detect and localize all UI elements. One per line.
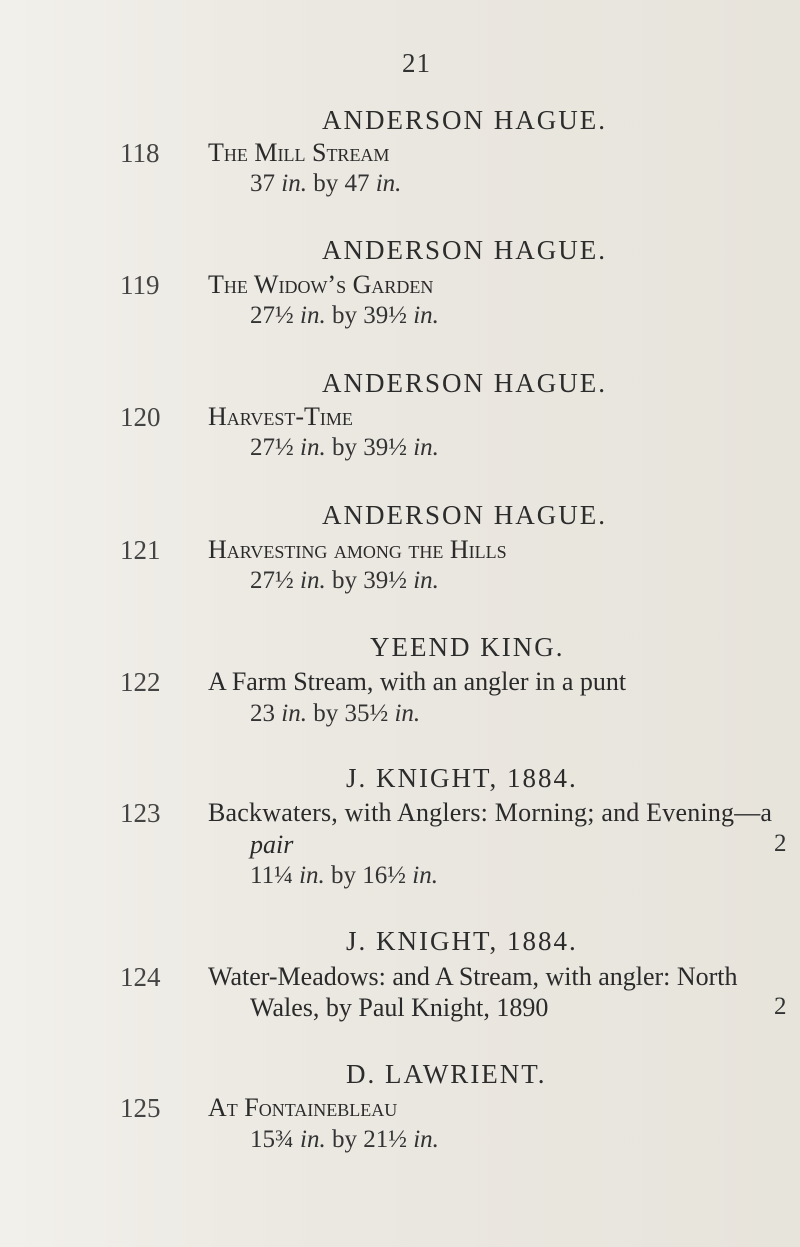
lot-number: 120 (120, 402, 161, 432)
artist-name: ANDERSON HAGUE. (322, 368, 607, 398)
lot-dimensions: 27½ in. by 39½ in. (250, 302, 439, 329)
lot-title: The Mill Stream (208, 138, 390, 167)
lot-title-continuation: Wales, by Paul Knight, 1890 (250, 993, 549, 1022)
lot-title: A Farm Stream, with an angler in a punt (208, 667, 627, 696)
page-number: 21 (402, 48, 431, 78)
artist-name: ANDERSON HAGUE. (322, 105, 607, 135)
lot-title: At Fontainebleau (208, 1093, 398, 1122)
lot-title: Backwaters, with Anglers: Morning; and Evening—a (208, 798, 773, 827)
lot-number: 121 (120, 535, 161, 565)
lot-dimensions: 11¼ in. by 16½ in. (250, 862, 438, 889)
lot-number: 122 (120, 667, 161, 697)
lot-title-continuation: pair (250, 830, 294, 859)
lot-number: 123 (120, 798, 161, 828)
artist-name: YEEND KING. (370, 632, 565, 662)
lot-dimensions: 37 in. by 47 in. (250, 170, 402, 197)
lot-number: 124 (120, 962, 161, 992)
lot-dimensions: 27½ in. by 39½ in. (250, 567, 439, 594)
lot-quantity: 2 (774, 993, 787, 1020)
lot-number: 118 (120, 138, 160, 168)
lot-title: Harvesting among the Hills (208, 535, 507, 564)
lot-number: 119 (120, 270, 160, 300)
lot-quantity: 2 (774, 830, 787, 857)
artist-name: J. KNIGHT, 1884. (346, 926, 578, 956)
lot-title: Water-Meadows: and A Stream, with angler: North (208, 962, 738, 991)
lot-number: 125 (120, 1093, 161, 1123)
artist-name: ANDERSON HAGUE. (322, 235, 607, 265)
lot-title: The Widow’s Garden (208, 270, 434, 299)
lot-dimensions: 27½ in. by 39½ in. (250, 434, 439, 461)
artist-name: D. LAWRIENT. (346, 1059, 547, 1089)
artist-name: J. KNIGHT, 1884. (346, 763, 578, 793)
artist-name: ANDERSON HAGUE. (322, 500, 607, 530)
lot-dimensions: 23 in. by 35½ in. (250, 700, 421, 727)
lot-dimensions: 15¾ in. by 21½ in. (250, 1126, 439, 1153)
lot-title: Harvest-Time (208, 402, 353, 431)
